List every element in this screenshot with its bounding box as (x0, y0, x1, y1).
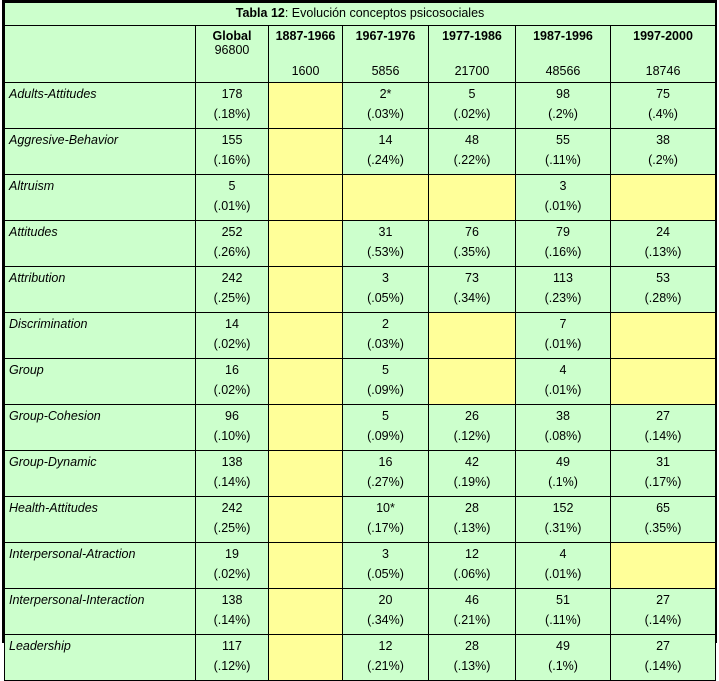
table-row (5, 405, 716, 451)
cell-percent: (.17%) (644, 475, 682, 489)
cell-count: 16 (378, 455, 393, 469)
cell-count: 14 (225, 317, 239, 331)
row-label: Discrimination (5, 313, 196, 359)
value-cell (516, 497, 611, 543)
value-cell (611, 635, 716, 681)
value-cell (343, 129, 429, 175)
cell-percent: (.53%) (367, 245, 404, 259)
header-count: 18746 (645, 64, 681, 78)
header-label: 1967-1976 (355, 29, 416, 43)
table-row (5, 359, 716, 405)
cell-count: 46 (465, 593, 479, 607)
cell-percent: (.06%) (453, 567, 491, 581)
empty-cell (429, 359, 516, 405)
cell-count: 98 (556, 87, 570, 101)
cell-count: 24 (656, 225, 670, 239)
cell-count: 5 (382, 409, 389, 423)
value-cell (611, 497, 716, 543)
header-cell (343, 26, 429, 83)
value-cell (429, 497, 516, 543)
empty-cell (269, 83, 343, 129)
value-cell (611, 129, 716, 175)
table-row (5, 635, 716, 681)
cell-percent: (.35%) (644, 521, 682, 535)
cell-count: 152 (552, 501, 574, 515)
value-cell (516, 267, 611, 313)
cell-count: 27 (656, 409, 670, 423)
value-cell (611, 267, 716, 313)
cell-percent: (.21%) (367, 659, 404, 673)
cell-count: 4 (559, 363, 567, 377)
header-cell (269, 26, 343, 83)
cell-percent: (.35%) (453, 245, 491, 259)
cell-percent: (.16%) (544, 245, 582, 259)
cell-percent: (.14%) (644, 613, 682, 627)
table-row (5, 129, 716, 175)
cell-percent: (.09%) (367, 383, 404, 397)
value-cell (196, 635, 269, 681)
cell-count: 38 (556, 409, 570, 423)
row-label: Altruism (5, 175, 196, 221)
cell-count: 5 (228, 179, 236, 193)
empty-cell (343, 175, 429, 221)
title-bold: Tabla 12 (235, 6, 285, 20)
table-row (5, 313, 716, 359)
header-cell (429, 26, 516, 83)
cell-count: 5 (468, 87, 476, 101)
header-count: 48566 (545, 64, 581, 78)
cell-percent: (.01%) (544, 337, 582, 351)
cell-percent: (.19%) (453, 475, 491, 489)
value-cell (516, 589, 611, 635)
row-label: Attribution (5, 267, 196, 313)
cell-percent: (.31%) (544, 521, 582, 535)
cell-percent: (.17%) (367, 521, 404, 535)
cell-percent: (.25%) (213, 521, 251, 535)
cell-count: 96 (225, 409, 239, 423)
value-cell (343, 589, 429, 635)
header-count: 5856 (371, 64, 400, 78)
table-row (5, 175, 716, 221)
cell-percent: (.25%) (213, 291, 251, 305)
value-cell (343, 451, 429, 497)
row-label: Group-Dynamic (5, 451, 196, 497)
value-cell (611, 83, 716, 129)
cell-count: 16 (225, 363, 239, 377)
table-row (5, 451, 716, 497)
empty-cell (269, 129, 343, 175)
value-cell (196, 405, 269, 451)
cell-percent: (.08%) (544, 429, 582, 443)
cell-percent: (.14%) (644, 659, 682, 673)
cell-percent: (.01%) (544, 383, 582, 397)
value-cell (516, 405, 611, 451)
cell-percent: (.11%) (545, 153, 581, 167)
row-label: Group-Cohesion (5, 405, 196, 451)
empty-cell (269, 497, 343, 543)
cell-percent: (.21%) (453, 613, 491, 627)
empty-cell (269, 267, 343, 313)
row-label: Interpersonal-Atraction (5, 543, 196, 589)
cell-count: 113 (553, 271, 573, 285)
cell-percent: (.01%) (213, 199, 251, 213)
value-cell (343, 83, 429, 129)
value-cell (196, 175, 269, 221)
cell-percent: (.22%) (453, 153, 491, 167)
cell-percent: (.13%) (453, 521, 491, 535)
header-label: 1997-2000 (633, 29, 693, 43)
table-container (2, 0, 717, 673)
cell-count: 2 (382, 317, 389, 331)
cell-count: 27 (656, 639, 670, 653)
value-cell (516, 313, 611, 359)
value-cell (343, 405, 429, 451)
value-cell (611, 221, 716, 267)
cell-count: 65 (656, 501, 670, 515)
cell-percent: (.27%) (367, 475, 404, 489)
cell-percent: (.12%) (453, 429, 491, 443)
cell-percent: (.14%) (213, 613, 251, 627)
cell-count: 42 (465, 455, 479, 469)
cell-count: 7 (559, 317, 567, 331)
value-cell (516, 451, 611, 497)
cell-count: 31 (656, 455, 670, 469)
empty-cell (269, 543, 343, 589)
cell-count: 19 (225, 547, 239, 561)
value-cell (429, 589, 516, 635)
cell-count: 20 (378, 593, 393, 607)
header-cell (516, 26, 611, 83)
value-cell (516, 175, 611, 221)
cell-percent: (.05%) (367, 567, 404, 581)
row-label: Aggresive-Behavior (5, 129, 196, 175)
cell-percent: (.34%) (453, 291, 491, 305)
value-cell (516, 83, 611, 129)
empty-cell (611, 359, 716, 405)
value-cell (429, 543, 516, 589)
cell-percent: (.14%) (644, 429, 682, 443)
header-label: 1977-1986 (442, 29, 502, 43)
cell-percent: (.14%) (213, 475, 251, 489)
cell-count: 28 (465, 639, 479, 653)
cell-count: 3 (382, 547, 389, 561)
row-label: Interpersonal-Interaction (5, 589, 196, 635)
table-row (5, 83, 716, 129)
empty-cell (269, 221, 343, 267)
empty-cell (429, 175, 516, 221)
cell-count: 4 (559, 547, 567, 561)
table-row (5, 543, 716, 589)
cell-percent: (.13%) (453, 659, 491, 673)
cell-percent: (.01%) (544, 567, 582, 581)
value-cell (343, 635, 429, 681)
header-label: 1987-1996 (533, 29, 593, 43)
cell-count: 10* (376, 501, 395, 515)
cell-count: 48 (465, 133, 479, 147)
cell-percent: (.05%) (367, 291, 404, 305)
row-label: Attitudes (5, 221, 196, 267)
cell-count: 75 (656, 87, 670, 101)
value-cell (196, 589, 269, 635)
header-cell (196, 26, 269, 83)
row-label: Health-Attitudes (5, 497, 196, 543)
row-label: Group (5, 359, 196, 405)
empty-cell (611, 543, 716, 589)
empty-cell (269, 635, 343, 681)
cell-percent: (.34%) (367, 613, 404, 627)
value-cell (196, 221, 269, 267)
value-cell (516, 635, 611, 681)
value-cell (429, 83, 516, 129)
cell-percent: (.02%) (213, 337, 251, 351)
table-row (5, 589, 716, 635)
cell-count: 27 (656, 593, 670, 607)
cell-count: 14 (378, 133, 393, 147)
value-cell (516, 359, 611, 405)
value-cell (196, 83, 269, 129)
cell-count: 2* (379, 87, 392, 101)
cell-percent: (.01%) (544, 199, 582, 213)
cell-percent: (.02%) (213, 383, 251, 397)
value-cell (196, 267, 269, 313)
value-cell (343, 497, 429, 543)
cell-percent: (.02%) (213, 567, 251, 581)
empty-cell (611, 175, 716, 221)
cell-percent: (.1%) (548, 475, 578, 489)
empty-cell (269, 313, 343, 359)
value-cell (429, 267, 516, 313)
cell-percent: (.13%) (644, 245, 682, 259)
empty-cell (611, 313, 716, 359)
cell-count: 49 (556, 455, 570, 469)
cell-percent: (.23%) (544, 291, 582, 305)
value-cell (429, 221, 516, 267)
cell-percent: (.09%) (367, 429, 404, 443)
cell-count: 28 (465, 501, 479, 515)
cell-percent: (.18%) (213, 107, 251, 121)
cell-count: 3 (559, 179, 567, 193)
row-label: Leadership (5, 635, 196, 681)
header-empty (5, 26, 196, 83)
value-cell (196, 451, 269, 497)
title-rest: : Evolución conceptos psicosociales (284, 6, 485, 20)
value-cell (516, 221, 611, 267)
cell-percent: (.10%) (213, 429, 251, 443)
cell-count: 3 (382, 271, 389, 285)
cell-count: 26 (465, 409, 479, 423)
cell-percent: (.03%) (367, 107, 404, 121)
value-cell (516, 129, 611, 175)
cell-percent: (.2%) (648, 153, 678, 167)
value-cell (196, 129, 269, 175)
table-title (5, 3, 716, 26)
empty-cell (269, 589, 343, 635)
value-cell (429, 451, 516, 497)
value-cell (611, 405, 716, 451)
table-row (5, 221, 716, 267)
cell-count: 138 (221, 455, 243, 469)
cell-count: 242 (221, 271, 243, 285)
value-cell (429, 635, 516, 681)
value-cell (196, 497, 269, 543)
cell-count: 5 (382, 363, 389, 377)
header-label: Global (212, 29, 252, 43)
header-label: 1887-1966 (275, 29, 336, 43)
cell-percent: (.1%) (548, 659, 578, 673)
cell-percent: (.24%) (367, 153, 404, 167)
value-cell (429, 405, 516, 451)
header-count: 21700 (454, 64, 490, 78)
cell-count: 117 (222, 639, 242, 653)
cell-percent: (.28%) (644, 291, 682, 305)
empty-cell (269, 405, 343, 451)
cell-count: 76 (465, 225, 479, 239)
header-cell (611, 26, 716, 83)
empty-cell (269, 451, 343, 497)
cell-count: 55 (556, 133, 570, 147)
cell-count: 242 (221, 501, 243, 515)
header-count: 1600 (291, 64, 320, 78)
cell-percent: (.4%) (648, 107, 678, 121)
value-cell (611, 451, 716, 497)
cell-count: 12 (378, 639, 393, 653)
cell-count: 178 (221, 87, 243, 101)
table-row (5, 497, 716, 543)
row-label: Adults-Attitudes (5, 83, 196, 129)
value-cell (196, 359, 269, 405)
empty-cell (269, 359, 343, 405)
cell-count: 138 (221, 593, 243, 607)
cell-count: 38 (656, 133, 670, 147)
cell-count: 73 (465, 271, 479, 285)
value-cell (196, 313, 269, 359)
value-cell (343, 267, 429, 313)
empty-cell (269, 175, 343, 221)
value-cell (343, 543, 429, 589)
cell-percent: (.26%) (213, 245, 251, 259)
concepts-table (4, 2, 716, 681)
table-row (5, 267, 716, 313)
value-cell (343, 313, 429, 359)
cell-percent: (.2%) (548, 107, 578, 121)
cell-count: 53 (656, 271, 670, 285)
empty-cell (429, 313, 516, 359)
value-cell (516, 543, 611, 589)
cell-percent: (.02%) (453, 107, 491, 121)
cell-count: 31 (378, 225, 393, 239)
cell-count: 49 (556, 639, 570, 653)
value-cell (196, 543, 269, 589)
header-count: 96800 (214, 43, 250, 57)
cell-percent: (.11%) (545, 613, 581, 627)
value-cell (429, 129, 516, 175)
cell-count: 51 (556, 593, 570, 607)
cell-count: 155 (221, 133, 243, 147)
value-cell (611, 589, 716, 635)
cell-percent: (.03%) (367, 337, 404, 351)
cell-count: 12 (465, 547, 479, 561)
cell-percent: (.16%) (213, 153, 251, 167)
cell-count: 79 (556, 225, 570, 239)
value-cell (343, 221, 429, 267)
value-cell (343, 359, 429, 405)
cell-percent: (.12%) (213, 659, 251, 673)
cell-count: 252 (221, 225, 243, 239)
